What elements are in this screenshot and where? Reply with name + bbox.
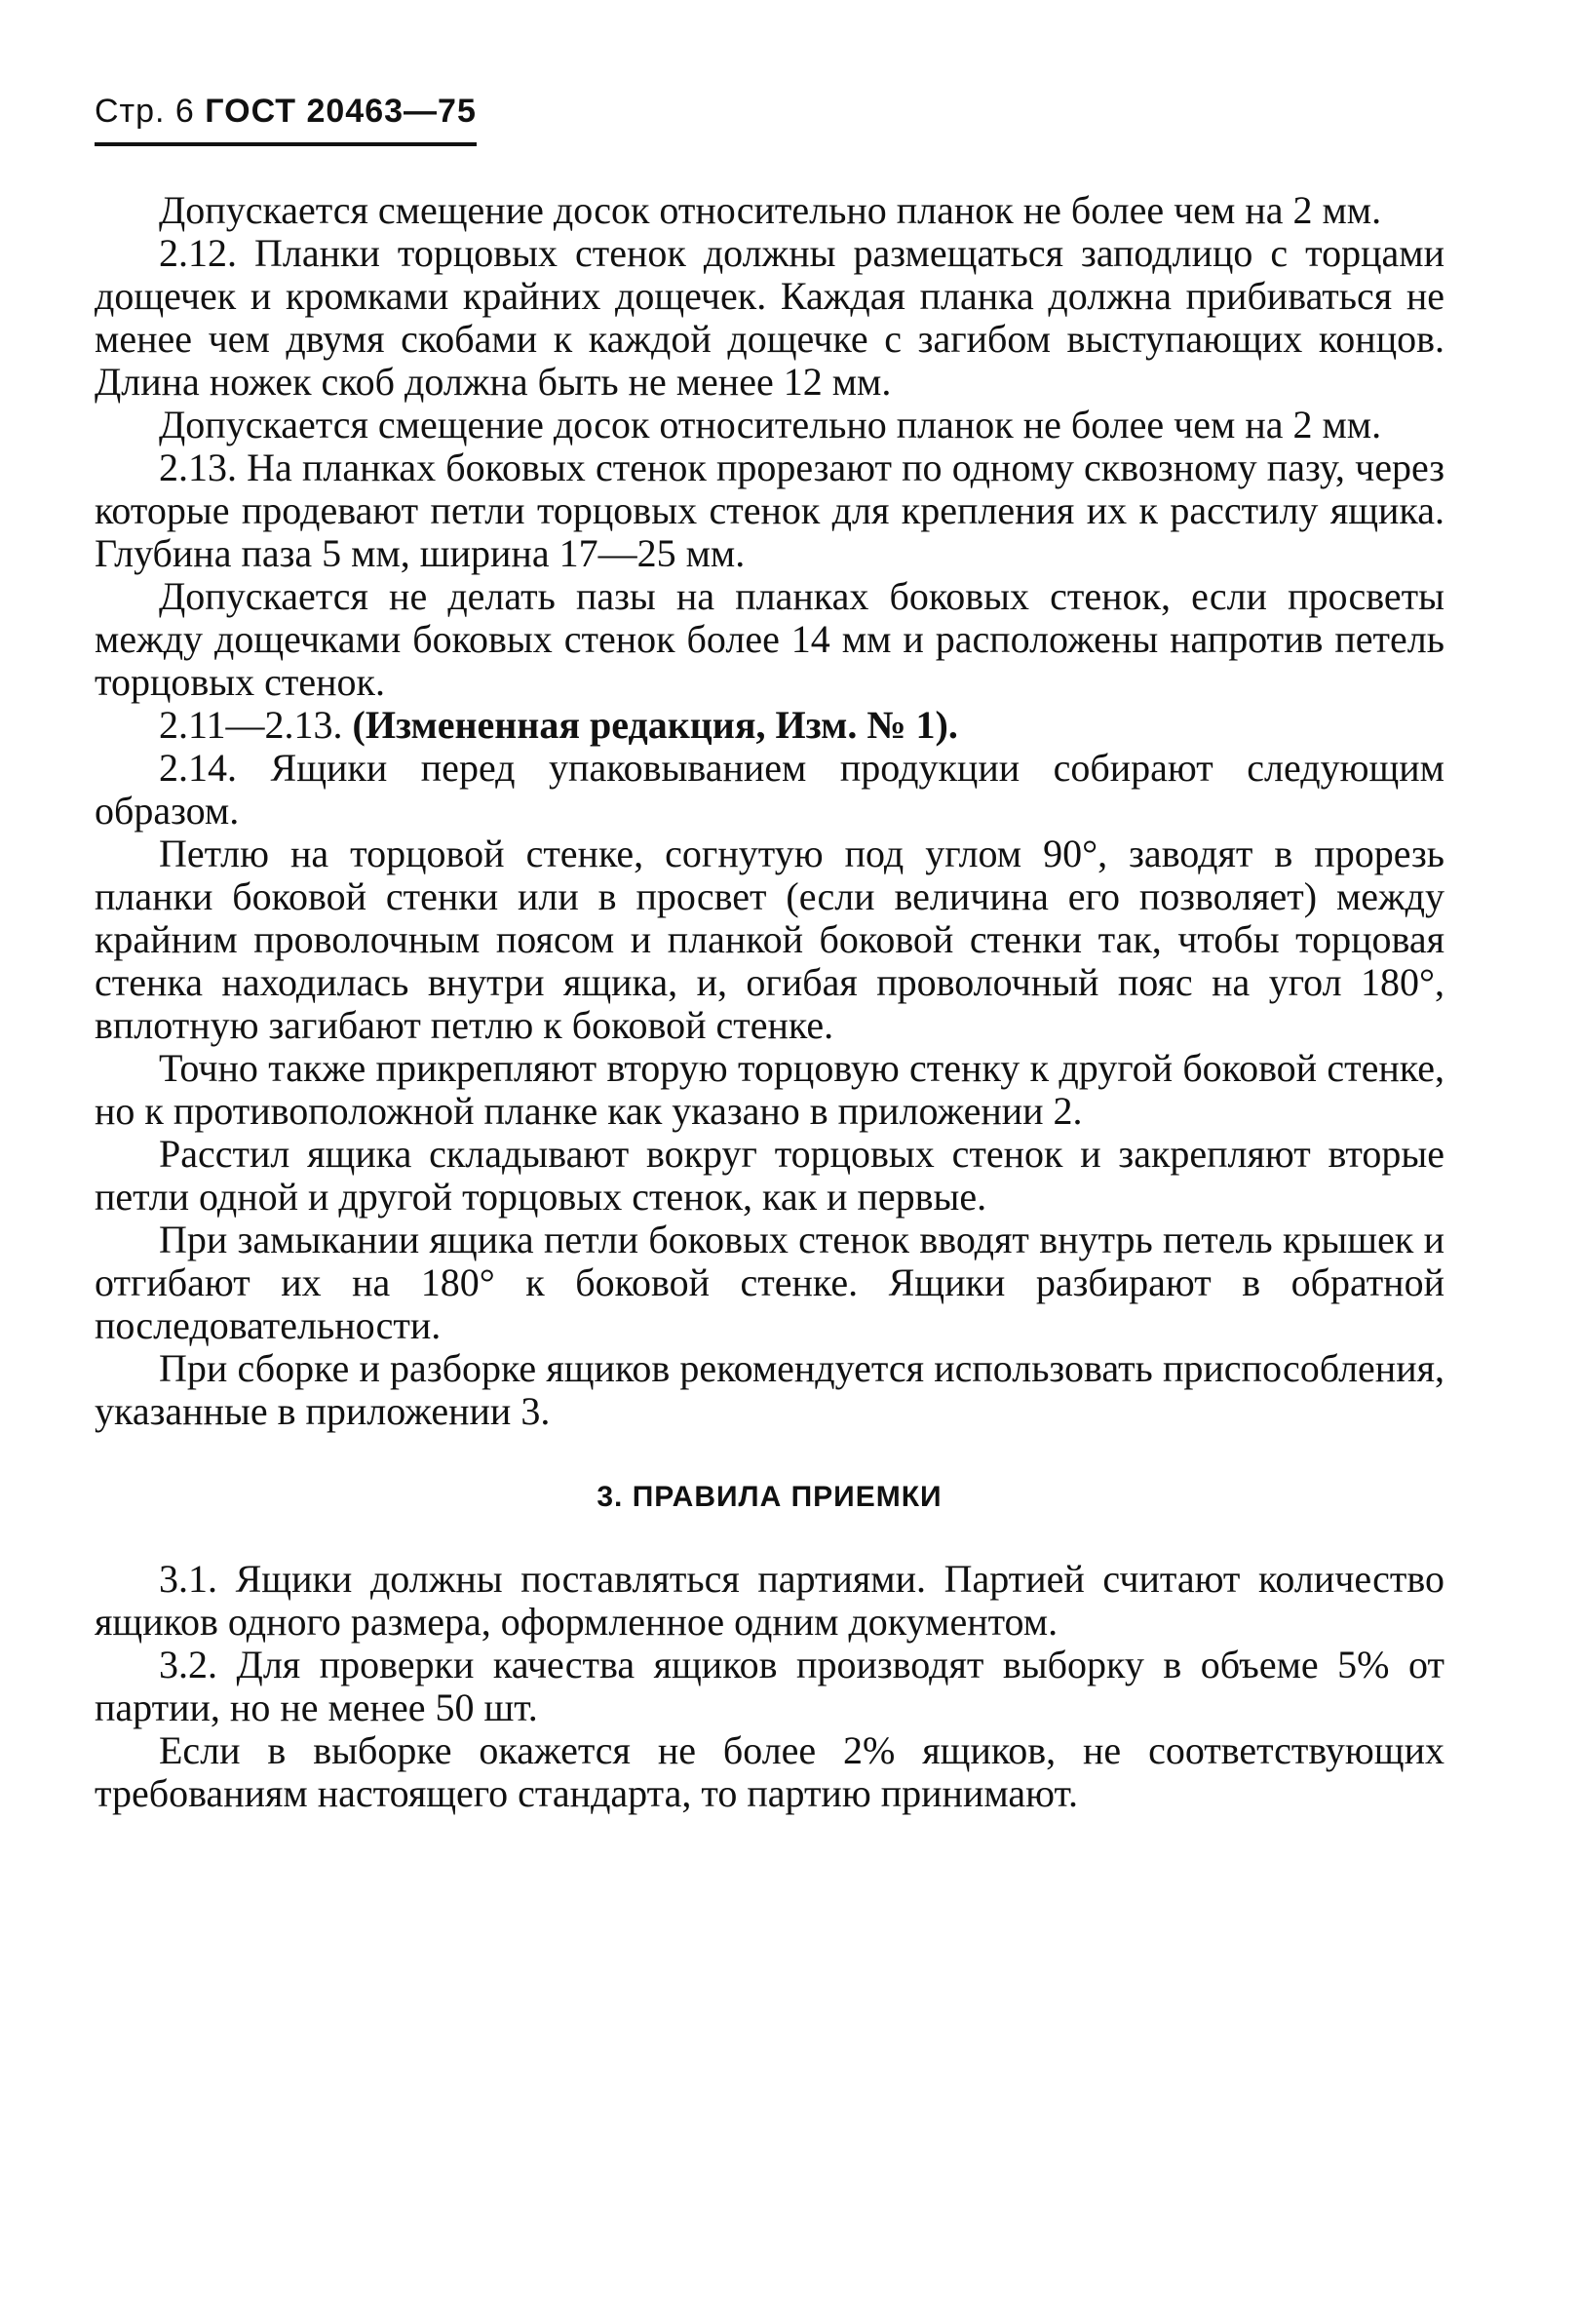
paragraph-3-1: 3.1. Ящики должны поставляться партиями. Партией считают количество ящиков одного размера, оформленное одним документом. [95,1557,1444,1644]
paragraph: Точно также прикрепляют вторую торцовую стенку к другой боковой стенке, но к противоположной планке как указано в приложении 2. [95,1046,1444,1133]
paragraph-2-12: 2.12. Планки торцовых стенок должны размещаться заподлицо с торцами дощечек и кромками крайних дощечек. Каждая планка должна прибиваться не менее чем двумя скобами к каждой дощечке с загибом выступающих концов. Длина ножек скоб должна быть не менее 12 мм. [95,231,1444,404]
paragraph: Допускается смещение досок относительно планок не более чем на 2 мм. [159,403,1382,446]
paragraph: Расстил ящика складывают вокруг торцовых стенок и закрепляют вторые петли одной и другой торцовых стенок, как и первые. [95,1132,1444,1219]
paragraph-2-13: 2.13. На планках боковых стенок прорезают по одному сквозному пазу, через которые продевают петли торцовых стенок для крепления их к расстилу ящика. Глубина паза 5 мм, ширина 17—25 мм. [95,445,1444,575]
page-header [95,88,477,146]
paragraph: При замыкании ящика петли боковых стенок вводят внутрь петель крышек и отгибают их на 180° к боковой стенке. Ящики разбирают в обратной последовательности. [95,1218,1444,1347]
amendment-ref: 2.11—2.13. [159,703,343,747]
paragraph: Петлю на торцовой стенке, согнутую под углом 90°, заводят в прорезь планки боковой стенки или в просвет (если величина его позволяет) между крайним проволочным поясом и планкой боковой стенки так, чтобы торцовая стенка находилась внутри ящика, и, огибая проволочный пояс на угол 180°, вплотную загибают петлю к боковой стенке. [95,832,1444,1047]
amendment-note [95,704,1444,747]
section-title: 3. ПРАВИЛА ПРИЕМКИ [597,1481,943,1513]
amendment-text: (Измененная редакция, Изм. № 1). [352,703,958,747]
page-number: Стр. 6 [95,93,195,130]
standard-code: ГОСТ 20463—75 [205,93,477,130]
paragraph: При сборке и разборке ящиков рекомендуется использовать приспособления, указанные в приложении 3. [95,1346,1444,1433]
paragraph: Если в выборке окажется не более 2% ящиков, не соответствующих требованиям настоящего стандарта, то партию принимают. [95,1728,1444,1815]
document-body [95,189,1444,1815]
paragraph-2-14: 2.14. Ящики перед упаковыванием продукции собирают следующим образом. [95,746,1444,833]
paragraph: Допускается не делать пазы на планках боковых стенок, если просветы между дощечками боковых стенок более 14 мм и расположены напротив петель торцовых стенок. [95,574,1444,704]
paragraph-3-2: 3.2. Для проверки качества ящиков производят выборку в объеме 5% от партии, но не менее 50 шт. [95,1643,1444,1729]
paragraph: Допускается смещение досок относительно планок не более чем на 2 мм. [159,188,1382,232]
document-page [95,88,1444,1815]
